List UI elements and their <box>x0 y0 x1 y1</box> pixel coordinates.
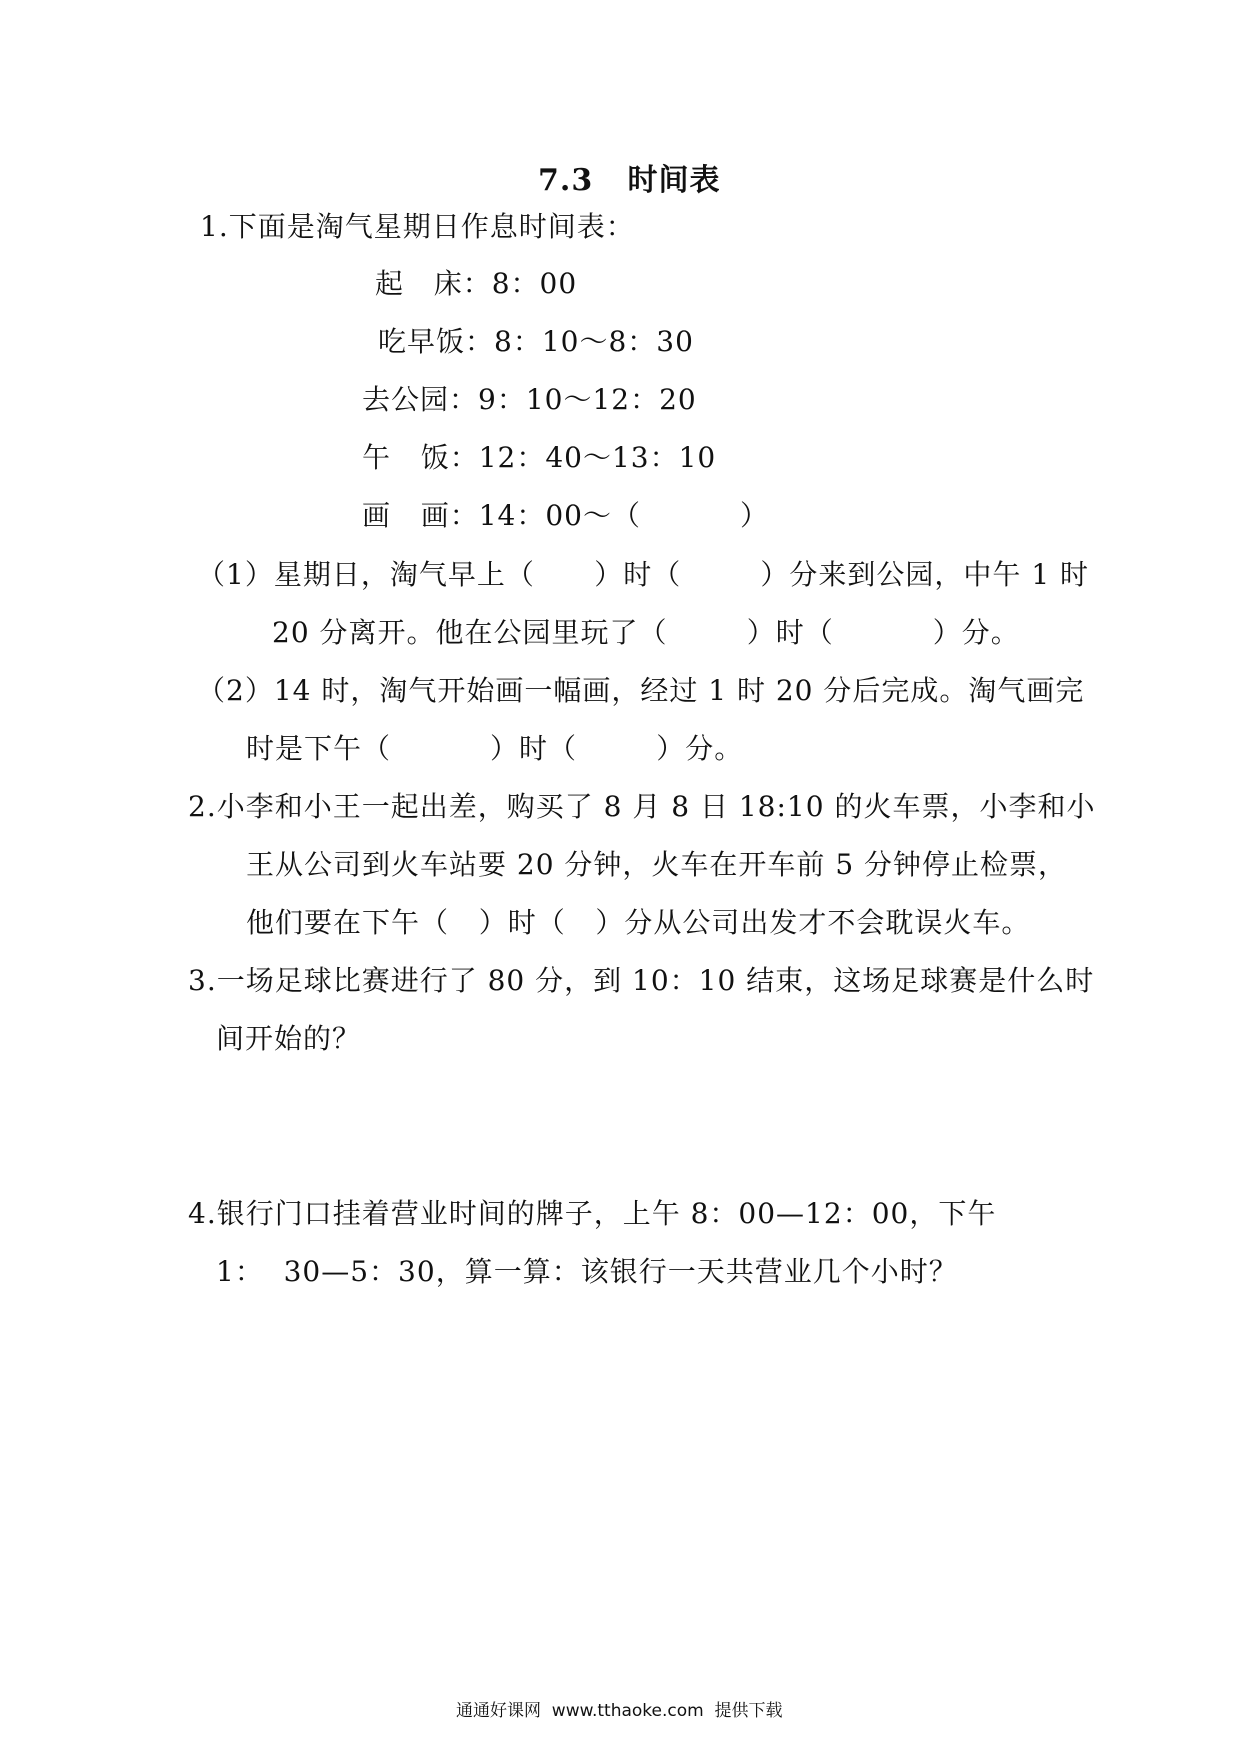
page-title: 7.3 时间表 <box>538 163 721 198</box>
footer-source: 通通好课网 www.tthaoke.com 提供下载 <box>456 1701 783 1721</box>
schedule-item-breakfast: 吃早饭：8：10～8：30 <box>378 325 694 358</box>
question-4-line-2: 1： 30—5：30，算一算：该银行一天共营业几个小时？ <box>216 1255 958 1288</box>
question-2-line-3: 他们要在下午（ ）时（ ）分从公司出发才不会耽误火车。 <box>246 906 1031 939</box>
question-1-intro: 1.下面是淘气星期日作息时间表： <box>200 210 635 243</box>
question-1-part-2-line-1: （2）14 时，淘气开始画一幅画，经过 1 时 20 分后完成。淘气画完 <box>197 674 1085 707</box>
schedule-item-lunch: 午 饭：12：40～13：10 <box>362 441 717 474</box>
question-4-line-1: 4.银行门口挂着营业时间的牌子，上午 8：00—12：00，下午 <box>188 1197 997 1230</box>
question-2-line-1: 2.小李和小王一起出差，购买了 8 月 8 日 18:10 的火车票，小李和小 <box>188 790 1096 823</box>
schedule-item-park: 去公园：9：10～12：20 <box>362 383 697 416</box>
question-1-part-1-line-2: 20 分离开。他在公园里玩了（ ）时（ ）分。 <box>272 616 1020 649</box>
question-1-part-1-line-1: （1）星期日，淘气早上（ ）时（ ）分来到公园，中午 1 时 <box>197 558 1090 591</box>
question-2-line-2: 王从公司到火车站要 20 分钟，火车在开车前 5 分钟停止检票， <box>246 848 1068 881</box>
schedule-item-drawing: 画 画：14：00～（ ） <box>362 499 769 532</box>
question-1-part-2-line-2: 时是下午（ ）时（ ）分。 <box>246 732 744 765</box>
question-3-line-2: 间开始的？ <box>216 1022 362 1055</box>
schedule-item-wake-up: 起 床：8：00 <box>375 267 578 300</box>
question-3-line-1: 3.一场足球比赛进行了 80 分，到 10：10 结束，这场足球赛是什么时 <box>188 964 1095 997</box>
